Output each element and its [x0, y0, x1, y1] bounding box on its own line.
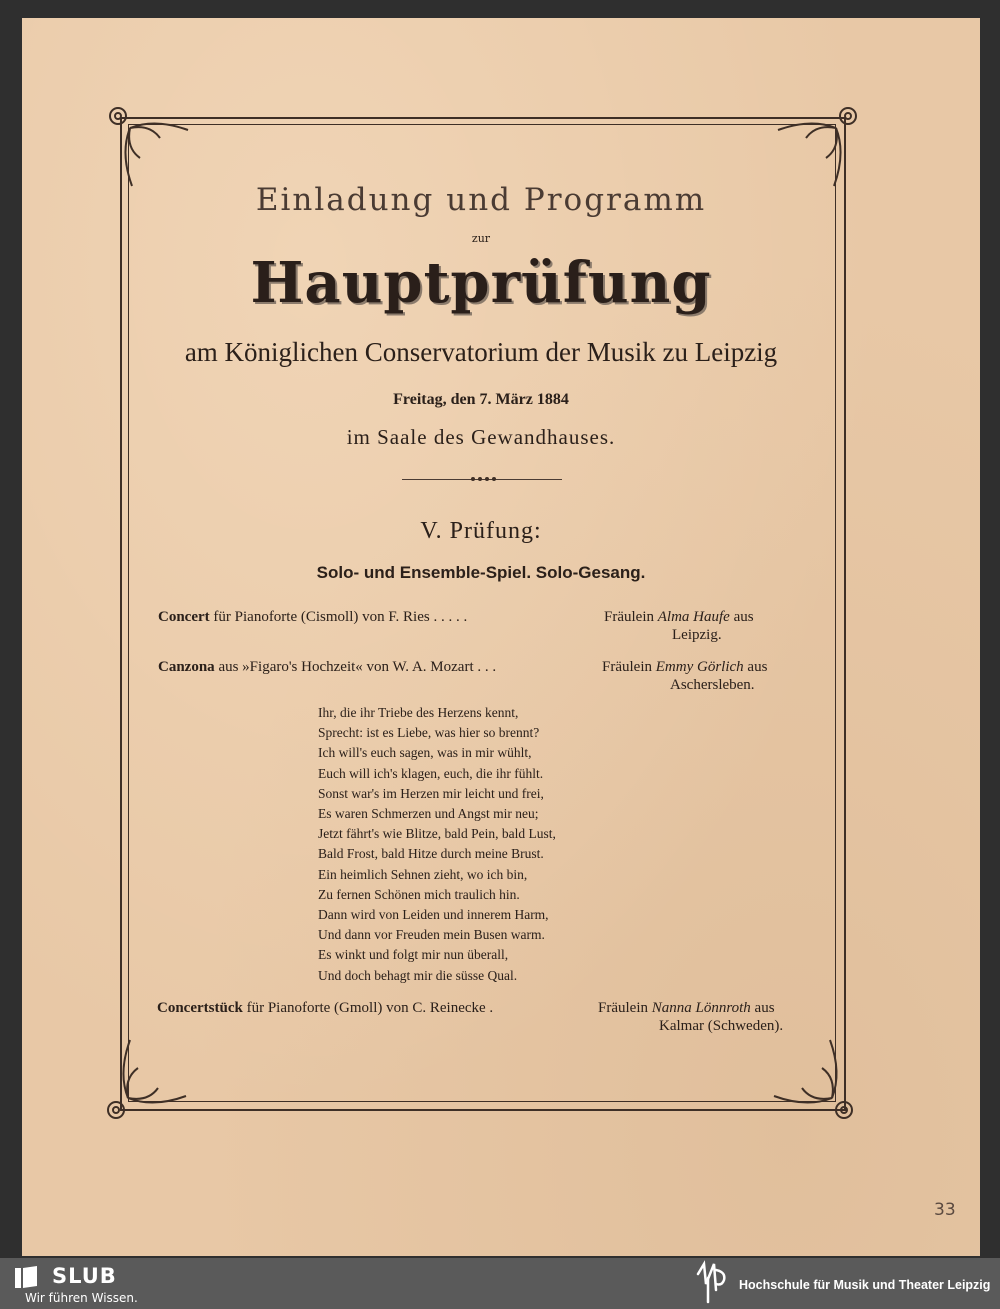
lyrics-line: Jetzt fährt's wie Blitze, bald Pein, bald Lust, — [318, 826, 556, 842]
lyrics-line: Und dann vor Freuden mein Busen warm. — [318, 927, 545, 943]
program-item-3-prefix: Fräulein — [598, 1000, 652, 1016]
partner-name: Hochschule für Musik und Theater Leipzig — [739, 1278, 991, 1292]
program-item-3-work — [157, 1000, 493, 1017]
program-item-1-prefix: Fräulein — [604, 609, 658, 625]
program-item-2-work — [158, 659, 496, 676]
lyrics-line: Sprecht: ist es Liebe, was hier so brennt? — [318, 725, 540, 741]
program-item-1-work — [158, 609, 467, 626]
program-item-2-performer: Emmy Görlich — [655, 659, 744, 675]
divider-ornament-icon — [468, 475, 498, 483]
corner-ornament-top-left-icon — [100, 98, 190, 188]
program-item-2-details: aus »Figaro's Hochzeit« von W. A. Mozart . . . — [214, 659, 497, 675]
lyrics-line: Euch will ich's klagen, euch, die ihr fühlt. — [318, 765, 544, 781]
program-item-3-performer-line — [598, 1000, 775, 1017]
library-tagline: Wir führen Wissen. — [25, 1291, 138, 1305]
title-zur: zur — [471, 232, 491, 245]
program-item-3-from: aus — [750, 1000, 775, 1016]
corner-ornament-top-right-icon — [776, 98, 866, 188]
title-main: Hauptprüfung — [250, 250, 712, 316]
program-item-1-performer: Alma Haufe — [657, 609, 730, 625]
page-number: 33 — [934, 1200, 956, 1220]
program-item-1-place: Leipzig. — [672, 627, 722, 643]
program-item-2-title: Canzona — [158, 659, 215, 675]
program-item-3-performer: Nanna Lönnroth — [651, 1000, 751, 1016]
lyrics-line: Bald Frost, bald Hitze durch meine Brust. — [318, 846, 544, 862]
event-date: Freitag, den 7. März 1884 — [393, 391, 569, 408]
program-item-1-performer-line — [604, 609, 754, 626]
lyrics-line: Es waren Schmerzen und Angst mir neu; — [318, 806, 539, 822]
program-item-1-details: für Pianoforte (Cismoll) von F. Ries . . . . . — [209, 609, 468, 625]
lyrics-line: Ich will's euch sagen, was in mir wühlt, — [318, 745, 532, 761]
corner-ornament-bottom-left-icon — [98, 1038, 188, 1128]
lyrics-line: Es winkt und folgt mir nun überall, — [318, 947, 509, 963]
slub-logo-icon — [13, 1264, 39, 1290]
program-item-3-title: Concertstück — [157, 1000, 243, 1016]
program-item-2-from: aus — [743, 659, 768, 675]
corner-ornament-bottom-right-icon — [772, 1038, 862, 1128]
canzona-lyrics — [318, 703, 556, 986]
program-item-1-title: Concert — [158, 609, 210, 625]
program-item-3-place: Kalmar (Schweden). — [659, 1018, 784, 1034]
program-item-2-place: Aschersleben. — [670, 677, 755, 693]
exam-heading: V. Prüfung: — [420, 518, 542, 544]
event-venue: im Saale des Gewandhauses. — [346, 425, 616, 449]
lyrics-line: Sonst war's im Herzen mir leicht und frei, — [318, 785, 544, 801]
program-item-3-details: für Pianoforte (Gmoll) von C. Reinecke . — [242, 1000, 494, 1016]
lyrics-line: Zu fernen Schönen mich traulich hin. — [318, 886, 520, 902]
lyrics-line: Ihr, die ihr Triebe des Herzens kennt, — [318, 705, 519, 720]
program-item-2-performer-line — [602, 659, 767, 676]
lyrics-line: Und doch behagt mir die süsse Qual. — [318, 967, 518, 983]
lyrics-line: Ein heimlich Sehnen zieht, wo ich bin, — [318, 866, 528, 882]
lyrics-line: Dann wird von Leiden und innerem Harm, — [318, 907, 549, 923]
institution-line: am Königlichen Conservatorium der Musik zu Leipzig — [184, 337, 778, 367]
program-item-1-from: aus — [729, 609, 754, 625]
exam-subtitle: Solo- und Ensemble-Spiel. Solo-Gesang. — [316, 563, 646, 582]
program-item-2-prefix: Fräulein — [602, 659, 656, 675]
title-invitation: Einladung und Programm — [255, 182, 707, 218]
library-name: SLUB — [52, 1264, 117, 1288]
hmt-logo-icon — [692, 1260, 730, 1306]
